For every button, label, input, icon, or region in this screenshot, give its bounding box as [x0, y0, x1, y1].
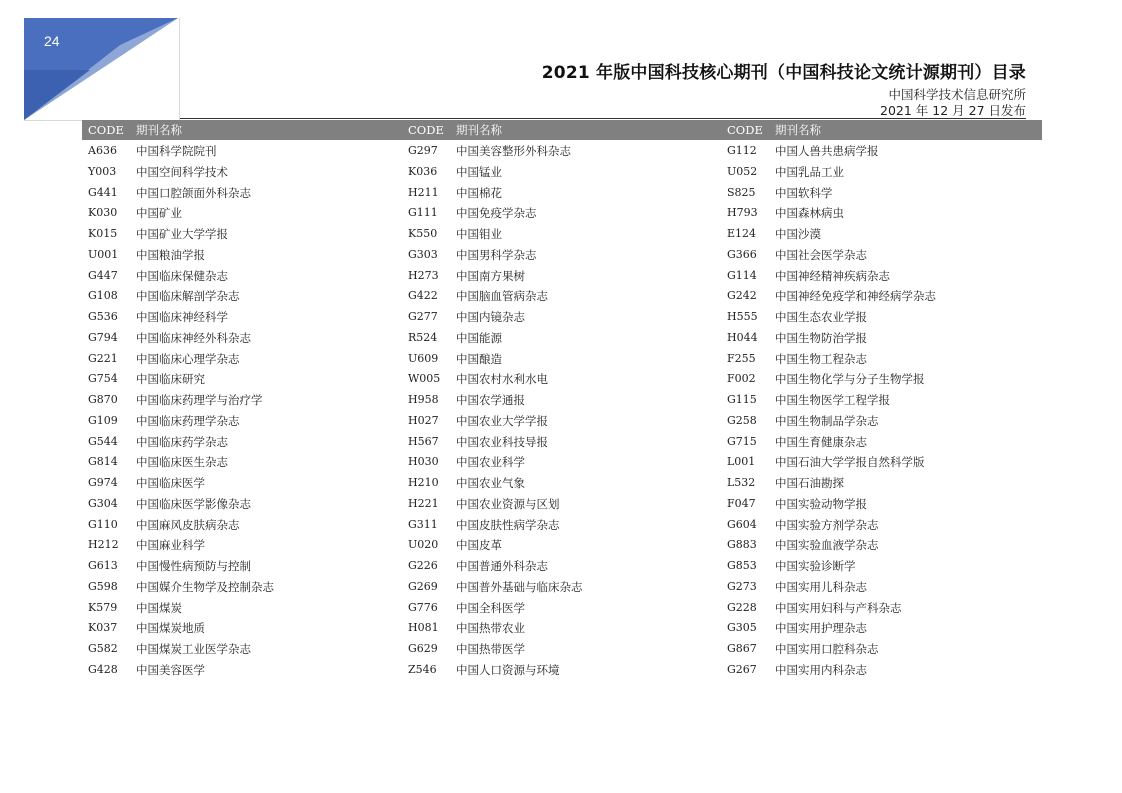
corner-decoration [0, 0, 180, 130]
table-row [721, 349, 1041, 370]
journal-name: 中国锰业 [456, 164, 502, 179]
journal-code: H211 [408, 185, 439, 199]
journal-code: G226 [408, 559, 438, 572]
journal-name: 中国南方果树 [456, 268, 525, 283]
table-row [82, 266, 402, 287]
journal-code: G242 [727, 289, 757, 303]
table-row [82, 141, 402, 162]
table-row [82, 432, 402, 453]
journal-code: A636 [88, 144, 117, 157]
journal-name: 中国实验诊断学 [775, 559, 856, 573]
table-row [402, 432, 722, 453]
journal-code: L001 [727, 455, 756, 469]
journal-code: H212 [88, 538, 119, 552]
table-row [402, 660, 722, 681]
table-row [402, 369, 722, 390]
journal-column-2 [402, 141, 722, 681]
table-row [82, 535, 402, 556]
journal-code: G867 [727, 642, 757, 655]
table-row [402, 390, 722, 411]
table-row [721, 535, 1041, 556]
journal-name: 中国生物防治学报 [775, 330, 867, 345]
journal-code: G112 [727, 144, 757, 157]
table-row [82, 307, 402, 328]
journal-code: K550 [408, 227, 438, 240]
journal-code: F047 [727, 496, 756, 510]
journal-name: 中国生物医学工程学报 [775, 393, 890, 407]
journal-name: 中国临床心理学杂志 [136, 351, 240, 366]
journal-code: G109 [88, 413, 118, 427]
table-row [82, 328, 402, 349]
table-row [402, 639, 722, 660]
table-row [721, 639, 1041, 660]
journal-name: 中国皮革 [456, 538, 502, 553]
journal-name: 中国皮肤性病学杂志 [456, 517, 560, 532]
column-header-code-1: CODE [88, 123, 124, 137]
journal-code: K579 [88, 600, 118, 614]
journal-code: G447 [88, 268, 118, 282]
journal-name: 中国农业气象 [456, 476, 525, 490]
table-row [721, 618, 1041, 639]
journal-name: 中国实验方剂学杂志 [775, 517, 879, 532]
journal-code: H958 [408, 393, 439, 406]
journal-name: 中国麻业科学 [136, 538, 205, 553]
publish-date: 2021 年 12 月 27 日发布 [880, 103, 1026, 118]
journal-name: 中国神经精神疾病杂志 [775, 268, 890, 283]
journal-code: K036 [408, 164, 438, 178]
table-row [402, 245, 722, 266]
journal-code: G366 [727, 247, 757, 261]
journal-name: 中国普通外科杂志 [456, 559, 548, 573]
journal-code: G258 [727, 413, 757, 427]
journal-name: 中国农学通报 [456, 393, 525, 407]
header-rule [180, 118, 1026, 119]
journal-name: 中国实验动物学报 [775, 496, 867, 511]
journal-name: 中国软科学 [775, 185, 833, 200]
table-row [721, 328, 1041, 349]
journal-code: G629 [408, 642, 438, 655]
page-number: 24 [44, 33, 60, 49]
journal-code: G441 [88, 185, 118, 199]
table-row [82, 411, 402, 432]
journal-code: S825 [727, 185, 756, 199]
table-row [402, 411, 722, 432]
table-row [82, 203, 402, 224]
column-header-code-2: CODE [408, 123, 444, 137]
journal-code: G228 [727, 600, 757, 614]
journal-name: 中国临床药理学与治疗学 [136, 393, 263, 407]
journal-name: 中国棉花 [456, 185, 502, 200]
table-row [402, 162, 722, 183]
journal-name: 中国普外基础与临床杂志 [456, 579, 583, 594]
table-row [721, 577, 1041, 598]
table-row [721, 432, 1041, 453]
journal-code: K030 [88, 206, 118, 220]
journal-code: H210 [408, 476, 439, 489]
journal-name: 中国临床药理学杂志 [136, 413, 240, 428]
journal-name: 中国农村水利水电 [456, 372, 548, 387]
journal-name: 中国临床医学影像杂志 [136, 496, 251, 511]
table-row [82, 473, 402, 494]
journal-name: 中国临床药学杂志 [136, 434, 228, 449]
journal-name: 中国美容医学 [136, 662, 205, 677]
journal-code: H567 [408, 434, 439, 448]
journal-name: 中国实用口腔科杂志 [775, 642, 879, 656]
journal-name: 中国酿造 [456, 351, 502, 366]
column-header-code-3: CODE [727, 123, 763, 137]
journal-code: H221 [408, 496, 439, 510]
table-row [721, 452, 1041, 473]
table-row [82, 369, 402, 390]
column-header-name-1: 期刊名称 [136, 123, 182, 137]
journal-code: G715 [727, 434, 757, 448]
table-row [721, 245, 1041, 266]
table-row [721, 162, 1041, 183]
journal-code: H555 [727, 310, 758, 323]
journal-name: 中国农业科学 [456, 455, 525, 470]
table-row [82, 245, 402, 266]
journal-code: G883 [727, 538, 757, 552]
table-row [82, 224, 402, 245]
table-row [82, 598, 402, 619]
table-row [721, 494, 1041, 515]
table-row [402, 515, 722, 536]
journal-name: 中国石油大学学报自然科学版 [775, 455, 925, 470]
table-row [402, 618, 722, 639]
table-row [721, 598, 1041, 619]
journal-name: 中国生态农业学报 [775, 310, 867, 324]
journal-name: 中国口腔颌面外科杂志 [136, 185, 251, 200]
journal-name: 中国科学院院刊 [136, 144, 217, 158]
publisher-name: 中国科学技术信息研究所 [888, 87, 1026, 102]
journal-name: 中国乳品工业 [775, 164, 844, 179]
journal-code: G277 [408, 310, 438, 323]
journal-name: 中国煤炭 [136, 600, 182, 615]
table-header-bar [82, 120, 1042, 140]
table-row [82, 390, 402, 411]
journal-code: W005 [408, 372, 441, 386]
journal-name: 中国全科医学 [456, 600, 525, 615]
journal-name: 中国临床神经外科杂志 [136, 330, 251, 345]
table-row [721, 369, 1041, 390]
table-row [82, 618, 402, 639]
journal-name: 中国农业科技导报 [456, 434, 548, 449]
journal-code: E124 [727, 227, 757, 240]
journal-name: 中国钼业 [456, 227, 502, 241]
journal-code: G422 [408, 289, 438, 303]
table-row [402, 452, 722, 473]
journal-name: 中国实验血液学杂志 [775, 538, 879, 553]
column-header-name-2: 期刊名称 [456, 123, 502, 137]
table-row [402, 266, 722, 287]
journal-name: 中国社会医学杂志 [775, 247, 867, 262]
journal-name: 中国生物化学与分子生物学报 [775, 372, 925, 387]
journal-code: G536 [88, 310, 118, 323]
journal-code: G304 [88, 496, 118, 510]
journal-code: G305 [727, 621, 757, 635]
table-row [402, 494, 722, 515]
table-row [721, 286, 1041, 307]
journal-name: 中国实用内科杂志 [775, 662, 867, 677]
table-row [721, 515, 1041, 536]
journal-name: 中国神经免疫学和神经病学杂志 [775, 289, 936, 304]
table-row [82, 183, 402, 204]
journal-code: G297 [408, 144, 438, 157]
table-row [82, 349, 402, 370]
journal-code: H793 [727, 206, 758, 220]
table-row [402, 349, 722, 370]
journal-name: 中国矿业 [136, 206, 182, 221]
journal-name: 中国农业资源与区划 [456, 496, 560, 511]
journal-code: G604 [727, 517, 757, 531]
table-row [82, 162, 402, 183]
table-row [82, 452, 402, 473]
table-row [402, 328, 722, 349]
journal-code: H027 [408, 413, 439, 427]
journal-code: G870 [88, 393, 118, 406]
journal-name: 中国生物工程杂志 [775, 351, 867, 366]
table-row [402, 141, 722, 162]
journal-name: 中国煤炭工业医学杂志 [136, 642, 251, 656]
journal-code: Z546 [408, 662, 437, 676]
journal-name: 中国人兽共患病学报 [775, 144, 879, 158]
table-row [402, 183, 722, 204]
journal-code: G273 [727, 579, 757, 593]
document-title: 2021 年版中国科技核心期刊（中国科技论文统计源期刊）目录 [541, 63, 1026, 83]
journal-name: 中国实用护理杂志 [775, 621, 867, 636]
table-row [402, 473, 722, 494]
journal-name: 中国粮油学报 [136, 247, 205, 262]
journal-code: G303 [408, 247, 438, 261]
journal-code: G311 [408, 517, 438, 531]
journal-name: 中国临床神经科学 [136, 310, 228, 324]
journal-code: G974 [88, 476, 118, 489]
table-row [721, 390, 1041, 411]
journal-code: U020 [408, 538, 439, 552]
journal-code: G598 [88, 579, 118, 593]
journal-code: G110 [88, 517, 118, 531]
journal-name: 中国慢性病预防与控制 [136, 559, 251, 573]
table-row [721, 203, 1041, 224]
column-header-name-3: 期刊名称 [775, 123, 821, 137]
journal-name: 中国麻风皮肤病杂志 [136, 517, 240, 532]
journal-code: G221 [88, 351, 118, 365]
journal-name: 中国临床研究 [136, 372, 205, 387]
journal-name: 中国临床医学 [136, 476, 205, 490]
table-row [721, 556, 1041, 577]
journal-code: G269 [408, 579, 438, 593]
table-row [402, 224, 722, 245]
table-row [721, 141, 1041, 162]
table-row [402, 535, 722, 556]
journal-code: G582 [88, 642, 118, 655]
journal-column-3 [721, 141, 1041, 681]
journal-column-1 [82, 141, 402, 681]
journal-name: 中国生育健康杂志 [775, 434, 867, 449]
journal-name: 中国临床保健杂志 [136, 268, 228, 283]
journal-code: F255 [727, 351, 756, 365]
journal-code: K037 [88, 621, 118, 635]
corner-triangle-graphic [0, 0, 180, 130]
journal-name: 中国临床医生杂志 [136, 455, 228, 470]
journal-name: 中国免疫学杂志 [456, 206, 537, 221]
journal-code: U001 [88, 247, 119, 261]
table-row [402, 286, 722, 307]
journal-code: H273 [408, 268, 439, 282]
journal-code: G111 [408, 206, 438, 220]
journal-code: U052 [727, 164, 758, 178]
journal-code: H030 [408, 455, 439, 469]
table-row [82, 577, 402, 598]
journal-name: 中国人口资源与环境 [456, 662, 560, 677]
table-row [82, 515, 402, 536]
table-row [721, 183, 1041, 204]
table-row [721, 224, 1041, 245]
journal-name: 中国热带医学 [456, 642, 525, 656]
journal-name: 中国森林病虫 [775, 206, 844, 221]
journal-code: G115 [727, 393, 757, 406]
table-row [402, 598, 722, 619]
table-row [721, 411, 1041, 432]
journal-name: 中国实用儿科杂志 [775, 579, 867, 594]
table-row [402, 307, 722, 328]
table-row [721, 473, 1041, 494]
journal-name: 中国农业大学学报 [456, 413, 548, 428]
journal-name: 中国媒介生物学及控制杂志 [136, 579, 274, 594]
journal-code: F002 [727, 372, 756, 386]
table-row [82, 639, 402, 660]
journal-code: H081 [408, 621, 439, 635]
journal-code: G428 [88, 662, 118, 676]
journal-code: G108 [88, 289, 118, 303]
journal-name: 中国热带农业 [456, 621, 525, 636]
journal-name: 中国沙漠 [775, 227, 821, 241]
journal-code: G853 [727, 559, 757, 572]
table-row [721, 660, 1041, 681]
journal-code: L532 [727, 476, 756, 489]
journal-code: G776 [408, 600, 438, 614]
journal-name: 中国能源 [456, 330, 502, 345]
table-row [82, 286, 402, 307]
journal-code: H044 [727, 330, 758, 344]
journal-name: 中国美容整形外科杂志 [456, 144, 571, 158]
journal-name: 中国空间科学技术 [136, 164, 228, 179]
journal-code: G613 [88, 559, 118, 572]
journal-name: 中国实用妇科与产科杂志 [775, 600, 902, 615]
journal-code: Y003 [88, 164, 117, 178]
journal-name: 中国男科学杂志 [456, 247, 537, 262]
journal-name: 中国矿业大学学报 [136, 227, 228, 241]
table-row [721, 266, 1041, 287]
document-header [542, 58, 1026, 119]
table-row [82, 660, 402, 681]
table-row [82, 494, 402, 515]
journal-code: R524 [408, 330, 438, 344]
table-row [721, 307, 1041, 328]
journal-code: G814 [88, 455, 118, 469]
journal-code: U609 [408, 351, 439, 365]
table-row [402, 577, 722, 598]
journal-code: G114 [727, 268, 757, 282]
journal-name: 中国脑血管病杂志 [456, 289, 548, 304]
journal-code: G267 [727, 662, 757, 676]
journal-code: G544 [88, 434, 118, 448]
table-row [402, 556, 722, 577]
journal-name: 中国临床解剖学杂志 [136, 289, 240, 304]
journal-code: G754 [88, 372, 118, 386]
journal-code: K015 [88, 227, 118, 240]
journal-code: G794 [88, 330, 118, 344]
journal-name: 中国石油勘探 [775, 476, 844, 490]
journal-name: 中国内镜杂志 [456, 310, 525, 324]
journal-name: 中国煤炭地质 [136, 621, 205, 636]
journal-name: 中国生物制品学杂志 [775, 413, 879, 428]
table-row [82, 556, 402, 577]
table-row [402, 203, 722, 224]
